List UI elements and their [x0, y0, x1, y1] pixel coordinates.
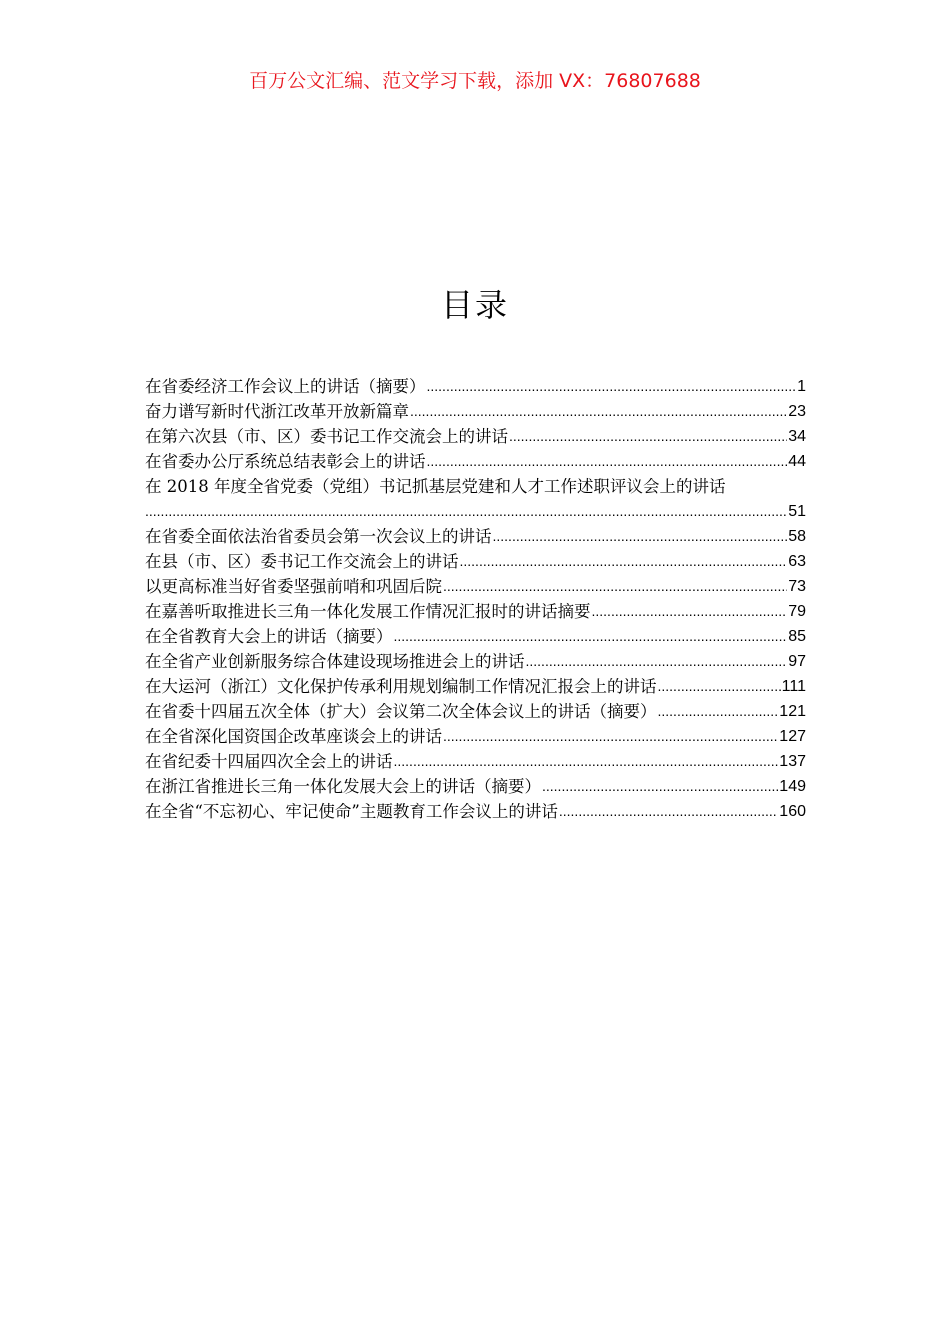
toc-entry[interactable]	[145, 599, 806, 624]
toc-entry-label: 以更高标准当好省委坚强前哨和巩固后院	[145, 577, 442, 596]
toc-entry[interactable]	[145, 749, 806, 774]
toc-entry[interactable]	[145, 524, 806, 549]
table-of-contents	[145, 374, 806, 824]
toc-entry[interactable]	[145, 574, 806, 599]
toc-entry-label: 在省委办公厅系统总结表彰会上的讲话	[145, 452, 426, 471]
leader-dots	[427, 449, 788, 474]
toc-entry[interactable]	[145, 549, 806, 574]
toc-entry-page: 121	[779, 703, 806, 720]
toc-entry-page: 160	[779, 803, 806, 820]
download-banner: 百万公文汇编、范文学习下载，添加 VX：76807688	[249, 70, 701, 92]
toc-entry-label: 在嘉善听取推进长三角一体化发展工作情况汇报时的讲话摘要	[145, 602, 591, 621]
toc-entry[interactable]	[145, 774, 806, 799]
toc-entry[interactable]	[145, 799, 806, 824]
toc-entry[interactable]	[145, 724, 806, 749]
toc-entry-label: 奋力谱写新时代浙江改革开放新篇章	[145, 402, 409, 421]
leader-dots	[592, 599, 788, 624]
leader-dots	[443, 574, 787, 599]
leader-dots	[410, 399, 787, 424]
toc-entry-page: 149	[779, 778, 806, 795]
leader-dots	[443, 724, 778, 749]
toc-entry-label: 在省委十四届五次全体（扩大）会议第二次全体会议上的讲话（摘要）	[145, 702, 657, 721]
toc-entry-page: 79	[788, 603, 806, 620]
toc-entry-label: 在全省教育大会上的讲话（摘要）	[145, 627, 393, 646]
toc-entry[interactable]	[145, 374, 806, 399]
toc-entry[interactable]	[145, 699, 806, 724]
leader-dots	[542, 774, 778, 799]
leader-dots	[460, 549, 788, 574]
toc-entry[interactable]	[145, 474, 806, 524]
toc-entry-label: 在省委全面依法治省委员会第一次会议上的讲话	[145, 527, 492, 546]
toc-entry-label: 在县（市、区）委书记工作交流会上的讲话	[145, 552, 459, 571]
toc-entry[interactable]	[145, 399, 806, 424]
toc-entry-page: 51	[788, 503, 806, 520]
toc-entry-page: 97	[788, 653, 806, 670]
leader-dots	[145, 499, 787, 524]
toc-entry-page: 58	[788, 528, 806, 545]
leader-dots	[493, 524, 788, 549]
leader-dots	[394, 624, 788, 649]
toc-entry[interactable]	[145, 424, 806, 449]
toc-entry-page: 63	[788, 553, 806, 570]
leader-dots	[394, 749, 779, 774]
toc-entry[interactable]	[145, 624, 806, 649]
leader-dots	[658, 674, 781, 699]
toc-entry[interactable]	[145, 649, 806, 674]
toc-entry-label: 在大运河（浙江）文化保护传承利用规划编制工作情况汇报会上的讲话	[145, 677, 657, 696]
toc-entry[interactable]	[145, 674, 806, 699]
toc-entry-page: 34	[788, 428, 806, 445]
toc-entry-page: 23	[788, 403, 806, 420]
toc-entry-page: 44	[788, 453, 806, 470]
toc-entry-label: 在第六次县（市、区）委书记工作交流会上的讲话	[145, 427, 508, 446]
toc-entry-page: 85	[788, 628, 806, 645]
leader-dots	[559, 799, 778, 824]
toc-entry-page: 137	[779, 753, 806, 770]
leader-dots	[526, 649, 788, 674]
toc-entry-label: 在全省深化国资国企改革座谈会上的讲话	[145, 727, 442, 746]
leader-dots	[658, 699, 779, 724]
toc-entry-label: 在全省“不忘初心、牢记使命”主题教育工作会议上的讲话	[145, 802, 558, 821]
toc-entry[interactable]	[145, 449, 806, 474]
leader-dots	[427, 374, 797, 399]
toc-entry-label: 在全省产业创新服务综合体建设现场推进会上的讲话	[145, 652, 525, 671]
toc-title: 目录	[440, 286, 509, 324]
toc-entry-page: 111	[781, 678, 806, 695]
toc-entry-label: 在 2018 年度全省党委（党组）书记抓基层党建和人才工作述职评议会上的讲话	[145, 477, 726, 496]
toc-entry-page: 1	[797, 378, 806, 395]
toc-entry-page: 73	[788, 578, 806, 595]
toc-entry-page: 127	[779, 728, 806, 745]
toc-entry-label: 在浙江省推进长三角一体化发展大会上的讲话（摘要）	[145, 777, 541, 796]
toc-entry-label: 在省委经济工作会议上的讲话（摘要）	[145, 377, 426, 396]
leader-dots	[509, 424, 787, 449]
toc-entry-label: 在省纪委十四届四次全会上的讲话	[145, 752, 393, 771]
